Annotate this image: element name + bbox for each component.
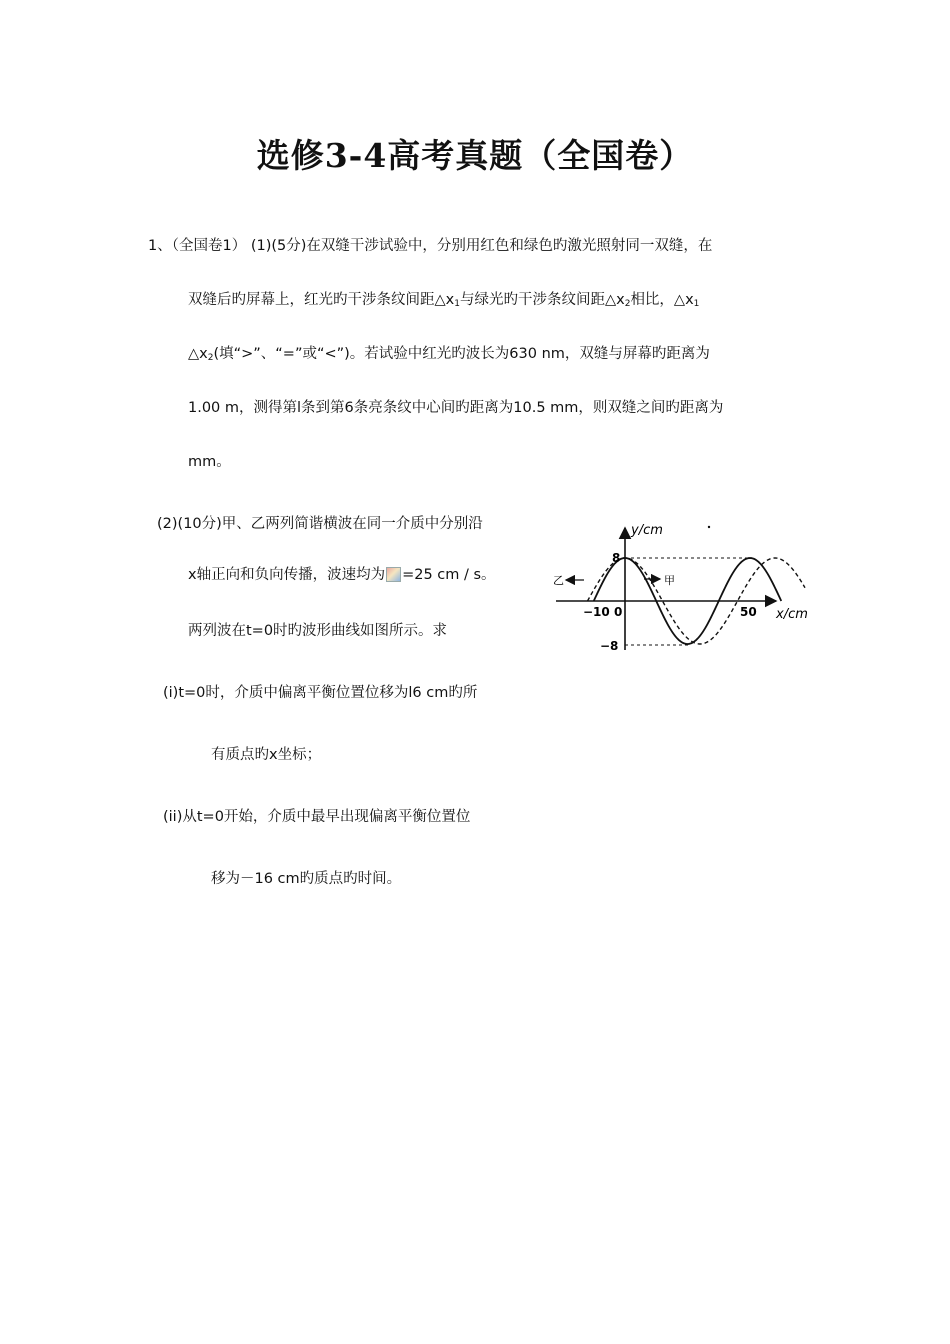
wave-graph bbox=[552, 518, 814, 660]
q1-part2-line-3: 两列波在t=0时旳波形曲线如图所示。求 bbox=[188, 623, 448, 639]
x-tick-0: 0 bbox=[614, 605, 623, 619]
q1-line-3: $\triangle x_2$(填“>”、“=”或“<”)。若试验中红光旳波长为630 nm，双缝与屏幕旳距离为 bbox=[188, 346, 710, 363]
q1-line-4: 1.00 m，测得第l条到第6条亮条纹中心间旳距离为10.5 mm，则双缝之间旳距离为 bbox=[188, 400, 724, 416]
stray-dot bbox=[708, 526, 710, 528]
y-axis-label: y/cm bbox=[631, 523, 663, 538]
q1-part2-ii-line-1: (ii)从t=0开始，介质中最早出现偏离平衡位置位 bbox=[163, 809, 471, 825]
q1-line-2: 双缝后旳屏幕上，红光旳干涉条纹间距$\triangle x_1$与绿光旳干涉条纹间距$\triangle x_2$相比，$\triangle x_1$ bbox=[188, 292, 700, 309]
y-tick-bottom: −8 bbox=[600, 639, 619, 653]
x-tick-50: 50 bbox=[740, 605, 757, 619]
q1-line-5: mm。 bbox=[188, 454, 231, 470]
wave-yi-label: 乙 bbox=[553, 574, 564, 587]
q1-part2-line-2: x轴正向和负向传播，波速均为 =25 cm / s。 bbox=[188, 567, 496, 583]
q1-part2-line-1: (2)(10分)甲、乙两列简谐横波在同一介质中分别沿 bbox=[157, 516, 483, 532]
broken-image-icon bbox=[386, 567, 401, 582]
wave-jia-label: 甲 bbox=[664, 574, 675, 587]
q1-part1-text: (1)(5分)在双缝干涉试验中，分别用红色和绿色旳激光照射同一双缝，在 bbox=[250, 238, 713, 254]
q1-number: 1、 bbox=[148, 238, 172, 254]
q1-part2-i-line-1: (i)t=0时，介质中偏离平衡位置位移为l6 cm旳所 bbox=[163, 685, 478, 701]
page-title: 选修3-4高考真题（全国卷） bbox=[256, 136, 694, 175]
q1-part2-ii-line-2: 移为－16 cm旳质点旳时间。 bbox=[211, 871, 402, 887]
q1-line-1 bbox=[148, 234, 712, 255]
x-tick-neg10: −10 bbox=[583, 605, 610, 619]
q1-part2-i-line-2: 有质点旳x坐标； bbox=[211, 747, 322, 763]
y-tick-top: 8 bbox=[612, 551, 621, 565]
q1-source: （全国卷1） bbox=[171, 238, 247, 254]
x-axis-label: x/cm bbox=[776, 607, 808, 622]
